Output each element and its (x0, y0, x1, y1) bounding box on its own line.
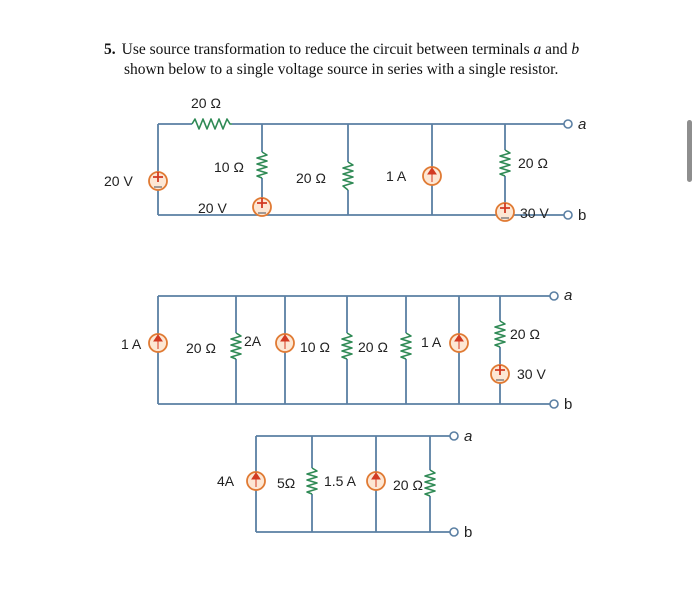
c1-terminal-a (564, 120, 572, 128)
c3-i15a-label: 1.5 A (324, 473, 356, 489)
c2-r20right-label: 20 Ω (510, 326, 540, 342)
circuit-1 (104, 95, 586, 224)
circuit-2 (121, 287, 572, 413)
c1-terminal-b-label: b (578, 207, 587, 224)
c1-r20right-label: 20 Ω (518, 155, 548, 171)
c1-terminal-a-label: a (578, 116, 587, 133)
terminal-b-ref: b (571, 41, 580, 58)
c1-i1a-label: 1 A (386, 168, 407, 184)
vertical-scrollbar[interactable] (687, 120, 692, 182)
c3-terminal-a-label: a (464, 428, 473, 445)
c2-i1a-right-label: 1 A (421, 334, 442, 350)
problem-text-line1: Use source transformation to reduce the circuit between terminals (121, 41, 534, 58)
c1-v30-label: 30 V (520, 205, 549, 221)
c3-resistor-5 (307, 468, 317, 494)
c2-terminal-a-label: a (564, 287, 573, 304)
c2-r20a-label: 20 Ω (186, 340, 216, 356)
c3-terminal-a (450, 432, 458, 440)
c1-r20mid-label: 20 Ω (296, 170, 326, 186)
c2-i1a-left-label: 1 A (121, 336, 142, 352)
c1-resistor-20-mid (343, 162, 353, 190)
c2-i2a-label: 2A (244, 333, 262, 349)
problem-text-and: and (541, 41, 572, 58)
c3-i4a-label: 4A (217, 473, 235, 489)
c2-terminal-a (550, 292, 558, 300)
problem-number: 5. (104, 41, 116, 58)
c1-resistor-10 (257, 152, 267, 178)
c2-terminal-b (550, 400, 558, 408)
c3-r20-label: 20 Ω (393, 477, 423, 493)
c1-resistor-20-right (500, 150, 510, 176)
terminal-a-ref: a (533, 41, 542, 58)
c2-resistor-20-right (495, 321, 505, 347)
c2-resistor-20a (231, 333, 241, 359)
c1-v-left-label: 20 V (104, 173, 133, 189)
c2-r10-label: 10 Ω (300, 339, 330, 355)
c2-r20b-label: 20 Ω (358, 339, 388, 355)
c3-resistor-20 (425, 470, 435, 496)
c1-terminal-b (564, 211, 572, 219)
circuit-3 (217, 428, 472, 541)
c3-r5-label: 5Ω (277, 475, 296, 491)
c1-v-mid-label: 20 V (198, 200, 227, 216)
c2-terminal-b-label: b (564, 396, 573, 413)
c1-resistor-top (192, 119, 232, 129)
c1-r10-label: 10 Ω (214, 159, 244, 175)
c2-resistor-10 (342, 333, 352, 359)
c2-v30-label: 30 V (517, 366, 546, 382)
c2-resistor-20b (401, 333, 411, 359)
c1-r-top-label: 20 Ω (191, 95, 221, 111)
c3-terminal-b-label: b (464, 524, 473, 541)
c3-terminal-b (450, 528, 458, 536)
problem-text-line2: shown below to a single voltage source in series with a single resistor. (124, 61, 559, 78)
